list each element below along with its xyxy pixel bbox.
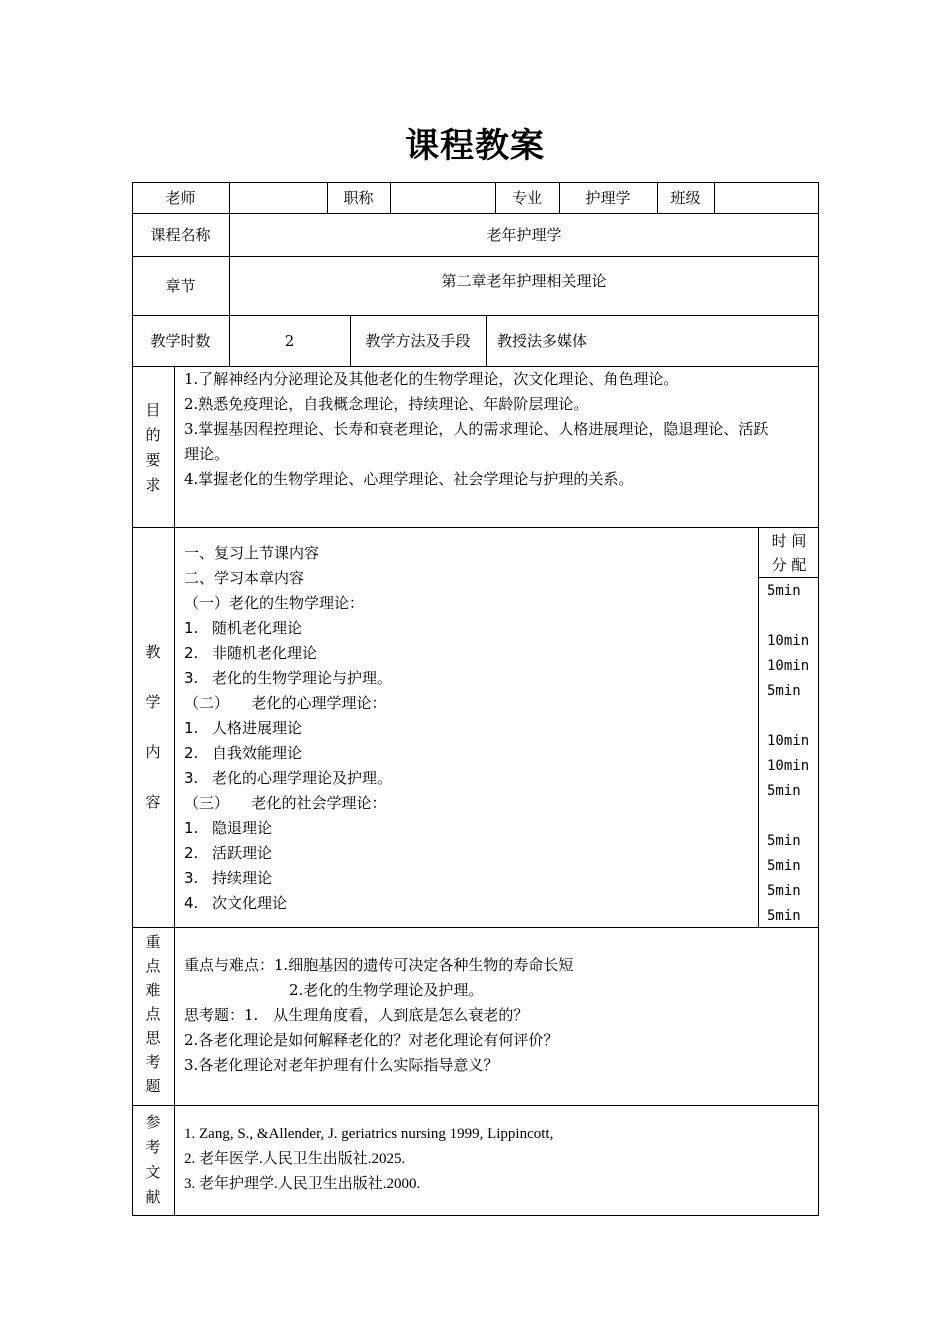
content-item: 2. 非随机老化理论 <box>184 644 318 662</box>
content-item: 2. 自我效能理论 <box>184 744 303 762</box>
rank-label: 职称 <box>343 189 374 207</box>
reference-line: 3. 老年护理学.人民卫生出版社.2000. <box>184 1176 421 1192</box>
objective-line: 2.熟悉免疫理论，自我概念理论，持续理论、年龄阶层理论。 <box>184 395 589 413</box>
time-cell: 5min <box>767 783 801 799</box>
content-list <box>184 541 392 916</box>
major-value: 护理学 <box>585 189 631 207</box>
course-label: 课程名称 <box>150 226 211 244</box>
key-point-line: 2.老化的生物学理论及护理。 <box>184 981 484 999</box>
time-header-line1: 时 间 <box>771 532 807 550</box>
time-cell: 5min <box>767 858 801 874</box>
key-points-list <box>184 953 573 1078</box>
objective-line: 4.掌握老化的生物学理论、心理学理论、社会学理论与护理的关系。 <box>184 470 634 488</box>
method-label: 教学方法及手段 <box>365 332 471 350</box>
chapter-value: 第二章老年护理相关理论 <box>441 272 607 290</box>
content-item: （一）老化的生物学理论： <box>184 594 365 612</box>
references-label: 参 考 文 献 <box>145 1113 161 1206</box>
class-label: 班级 <box>670 189 701 207</box>
time-cell: 10min <box>767 633 810 649</box>
content-item: 1. 隐退理论 <box>184 819 273 837</box>
course-value: 老年护理学 <box>486 226 562 244</box>
hours-label: 教学时数 <box>150 332 211 350</box>
time-cell: 5min <box>767 833 801 849</box>
content-item: （三） 老化的社会学理论： <box>184 794 387 812</box>
content-item: 4. 次文化理论 <box>184 894 288 912</box>
content-item: 3. 老化的心理学理论及护理。 <box>184 769 393 787</box>
major-label: 专业 <box>511 189 542 207</box>
content-item: 1. 人格进展理论 <box>184 719 303 737</box>
time-cell: 5min <box>767 683 801 699</box>
content-item: （二） 老化的心理学理论： <box>184 694 387 712</box>
time-cell: 5min <box>767 583 801 599</box>
key-point-line: 重点与难点：1.细胞基因的遗传可决定各种生物的寿命长短 <box>184 956 574 974</box>
content-item: 1. 随机老化理论 <box>184 619 303 637</box>
reference-line: 1. Zang, S., &Allender, J. geriatrics nursing 1999, Lippincott, <box>184 1126 554 1142</box>
key-point-line: 思考题：1. 从生理角度看，人到底是怎么衰老的？ <box>184 1006 529 1024</box>
content-item: 3. 老化的生物学理论与护理。 <box>184 669 393 687</box>
time-cell: 10min <box>767 658 810 674</box>
time-cell: 10min <box>767 758 810 774</box>
content-item: 二、学习本章内容 <box>184 569 305 587</box>
time-cell: 5min <box>767 883 801 899</box>
time-cell: 5min <box>767 908 801 924</box>
chapter-label: 章节 <box>165 277 196 295</box>
time-cell: 10min <box>767 733 810 749</box>
content-item: 3. 持续理论 <box>184 869 273 887</box>
method-value: 教授法多媒体 <box>497 332 588 350</box>
objectives-list <box>184 367 768 492</box>
content-item: 2. 活跃理论 <box>184 844 273 862</box>
objective-line: 3.掌握基因程控理论、长寿和衰老理论，人的需求理论、人格进展理论，隐退理论、活跃 <box>184 420 769 438</box>
time-header-line2: 分 配 <box>771 556 807 574</box>
hours-value: 2 <box>284 332 295 350</box>
objective-line: 1.了解神经内分泌理论及其他老化的生物学理论，次文化理论、角色理论。 <box>184 370 679 388</box>
time-cell <box>767 704 809 729</box>
content-label: 教 学 内 容 <box>145 643 161 811</box>
page-title: 课程教案 <box>405 126 545 166</box>
objective-line: 理论。 <box>184 445 230 463</box>
teacher-label: 老师 <box>165 189 196 207</box>
time-cell <box>767 804 809 829</box>
time-cell <box>767 604 809 629</box>
key-point-line: 3.各老化理论对老年护理有什么实际指导意义？ <box>184 1056 499 1074</box>
key-points-label: 重 点 难 点 思 考 题 <box>145 933 161 1095</box>
time-allocation-list <box>767 579 809 929</box>
objectives-label: 目 的 要 求 <box>145 401 161 494</box>
references-list <box>184 1122 553 1197</box>
reference-line: 2. 老年医学.人民卫生出版社.2025. <box>184 1151 406 1167</box>
key-point-line: 2.各老化理论是如何解释老化的？对老化理论有何评价？ <box>184 1031 559 1049</box>
content-item: 一、复习上节课内容 <box>184 544 320 562</box>
